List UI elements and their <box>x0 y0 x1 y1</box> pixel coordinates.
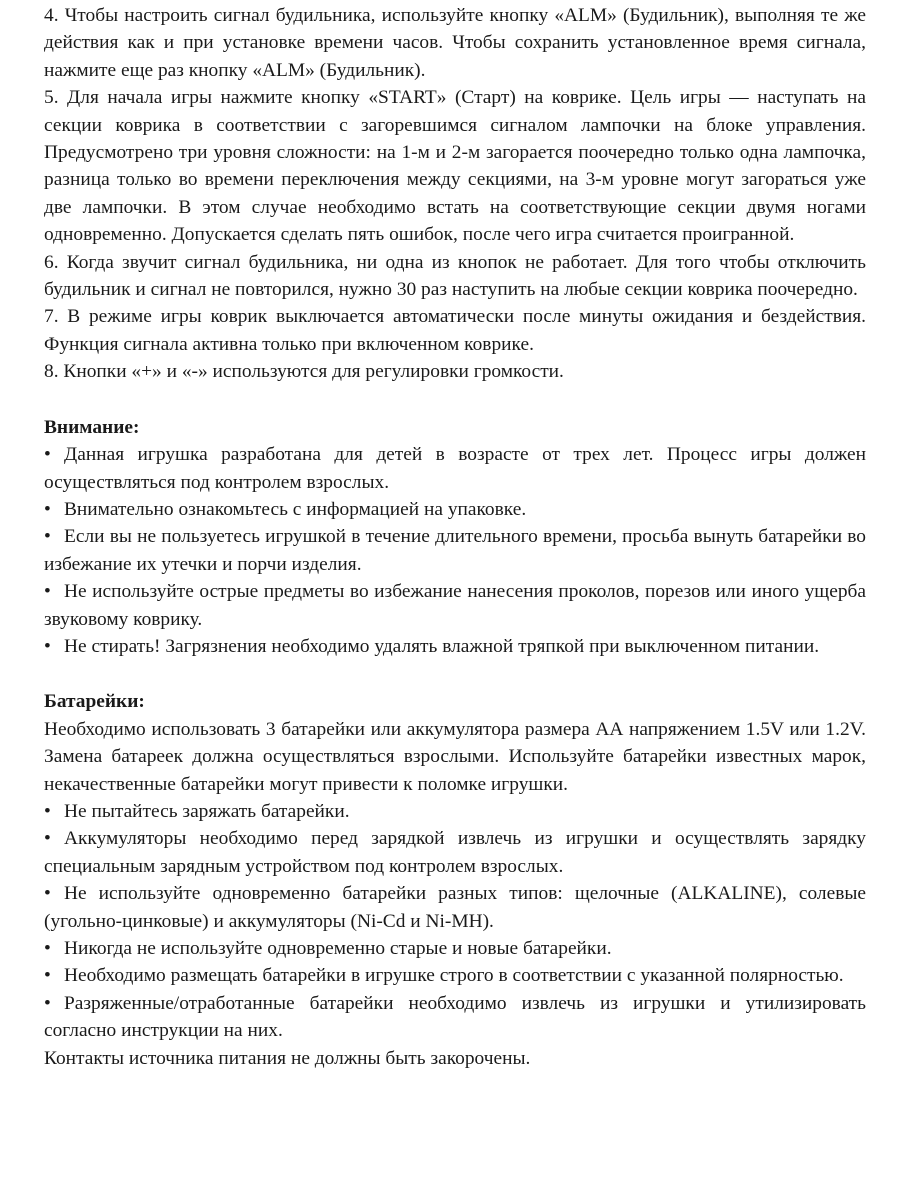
instruction-page <box>44 2 866 1072</box>
attention-item-text: Не стирать! Загрязнения необходимо удалять влажной тряпкой при выключенном питании. <box>64 635 820 657</box>
battery-item <box>44 962 866 989</box>
numbered-instructions <box>44 2 866 386</box>
bullet-mark: • <box>44 581 51 603</box>
attention-item-text: Внимательно ознакомьтесь с информацией на упаковке. <box>64 498 527 520</box>
attention-item <box>44 523 866 578</box>
battery-item-text: Не пытайтесь заряжать батарейки. <box>64 800 350 822</box>
section-spacer <box>44 660 866 688</box>
bullet-mark: • <box>44 828 51 850</box>
batteries-closing: Контакты источника питания не должны быть закорочены. <box>44 1047 531 1069</box>
instruction-item-6: 6. Когда звучит сигнал будильника, ни одна из кнопок не работает. Для того чтобы отключить будильник и сигнал не повторился, нужно 30 раз наступить на любые секции коврика поочередно. <box>44 251 866 301</box>
battery-item <box>44 935 866 962</box>
batteries-heading: Батарейки: <box>44 691 145 713</box>
battery-item <box>44 990 866 1045</box>
batteries-section <box>44 688 866 1072</box>
battery-item-text: Никогда не используйте одновременно старые и новые батарейки. <box>64 938 612 959</box>
instruction-item-7: 7. В режиме игры коврик выключается автоматически после минуты ожидания и бездействия. Функция сигнала активна только при включенном коврике. <box>44 306 866 355</box>
battery-item-text: Аккумуляторы необходимо перед зарядкой извлечь из игрушки и осуществлять зарядку специальным зарядным устройством под контролем взрослых. <box>44 828 866 877</box>
battery-item-text: Разряженные/отработанные батарейки необходимо извлечь из игрушки и утилизировать согласно инструкции на них. <box>44 992 866 1042</box>
battery-item <box>44 825 866 880</box>
bullet-mark: • <box>44 883 51 905</box>
battery-item-text: Необходимо размещать батарейки в игрушке строго в соответствии с указанной полярностью. <box>64 965 844 987</box>
attention-item <box>44 578 866 633</box>
bullet-mark: • <box>44 800 51 822</box>
bullet-mark: • <box>44 444 51 466</box>
bullet-mark: • <box>44 635 51 657</box>
attention-item-text: Не используйте острые предметы во избежание нанесения проколов, порезов или иного ущерба звуковому коврику. <box>44 581 866 630</box>
attention-section <box>44 414 866 661</box>
battery-item <box>44 880 866 935</box>
attention-item <box>44 633 866 660</box>
attention-item <box>44 441 866 496</box>
bullet-mark: • <box>44 498 51 520</box>
bullet-mark: • <box>44 938 51 959</box>
attention-heading: Внимание: <box>44 416 140 438</box>
attention-item-text: Если вы не пользуетесь игрушкой в течение длительного времени, просьба вынуть батарейки во избежание их утечки и порчи изделия. <box>44 526 866 575</box>
instruction-item-8: 8. Кнопки «+» и «-» используются для регулировки громкости. <box>44 361 564 383</box>
battery-item <box>44 798 866 825</box>
bullet-mark: • <box>44 965 51 987</box>
bullet-mark: • <box>44 526 51 548</box>
batteries-intro: Необходимо использовать 3 батарейки или аккумулятора размера АА напряжением 1.5V или 1.2V. Замена батареек должна осуществляться взрослыми. Используйте батарейки известных марок, некачественные батарейки могут привести к поломке игрушки. <box>44 718 866 795</box>
attention-item <box>44 496 866 523</box>
instruction-item-5: 5. Для начала игры нажмите кнопку «START» (Старт) на коврике. Цель игры — наступать на секции коврика в соответствии с загоревшимся сигналом лампочки на блоке управления. Предусмотрено три уровня сложности: на 1-м и 2-м загорается поочередно только одна лампочка, разница только во времени переключения между секциями, на 3-м уровне могут загораться уже две лампочки. В этом случае необходимо встать на соответствующие секции двумя ногами одновременно. Допускается сделать пять ошибок, после чего игра считается проигранной. <box>44 87 866 246</box>
section-spacer <box>44 386 866 414</box>
battery-item-text: Не используйте одновременно батарейки разных типов: щелочные (ALKALINE), солевые (угольно-цинковые) и аккумуляторы (Ni-Cd и Ni-MH). <box>44 883 866 932</box>
bullet-mark: • <box>44 992 51 1014</box>
instruction-item-4: 4. Чтобы настроить сигнал будильника, используйте кнопку «ALM» (Будильник), выполняя те же действия как и при установке времени часов. Чтобы сохранить установленное время сигнала, нажмите еще раз кнопку «ALM» (Будильник). <box>44 5 866 81</box>
attention-item-text: Данная игрушка разработана для детей в возрасте от трех лет. Процесс игры должен осуществляться под контролем взрослых. <box>44 444 866 493</box>
